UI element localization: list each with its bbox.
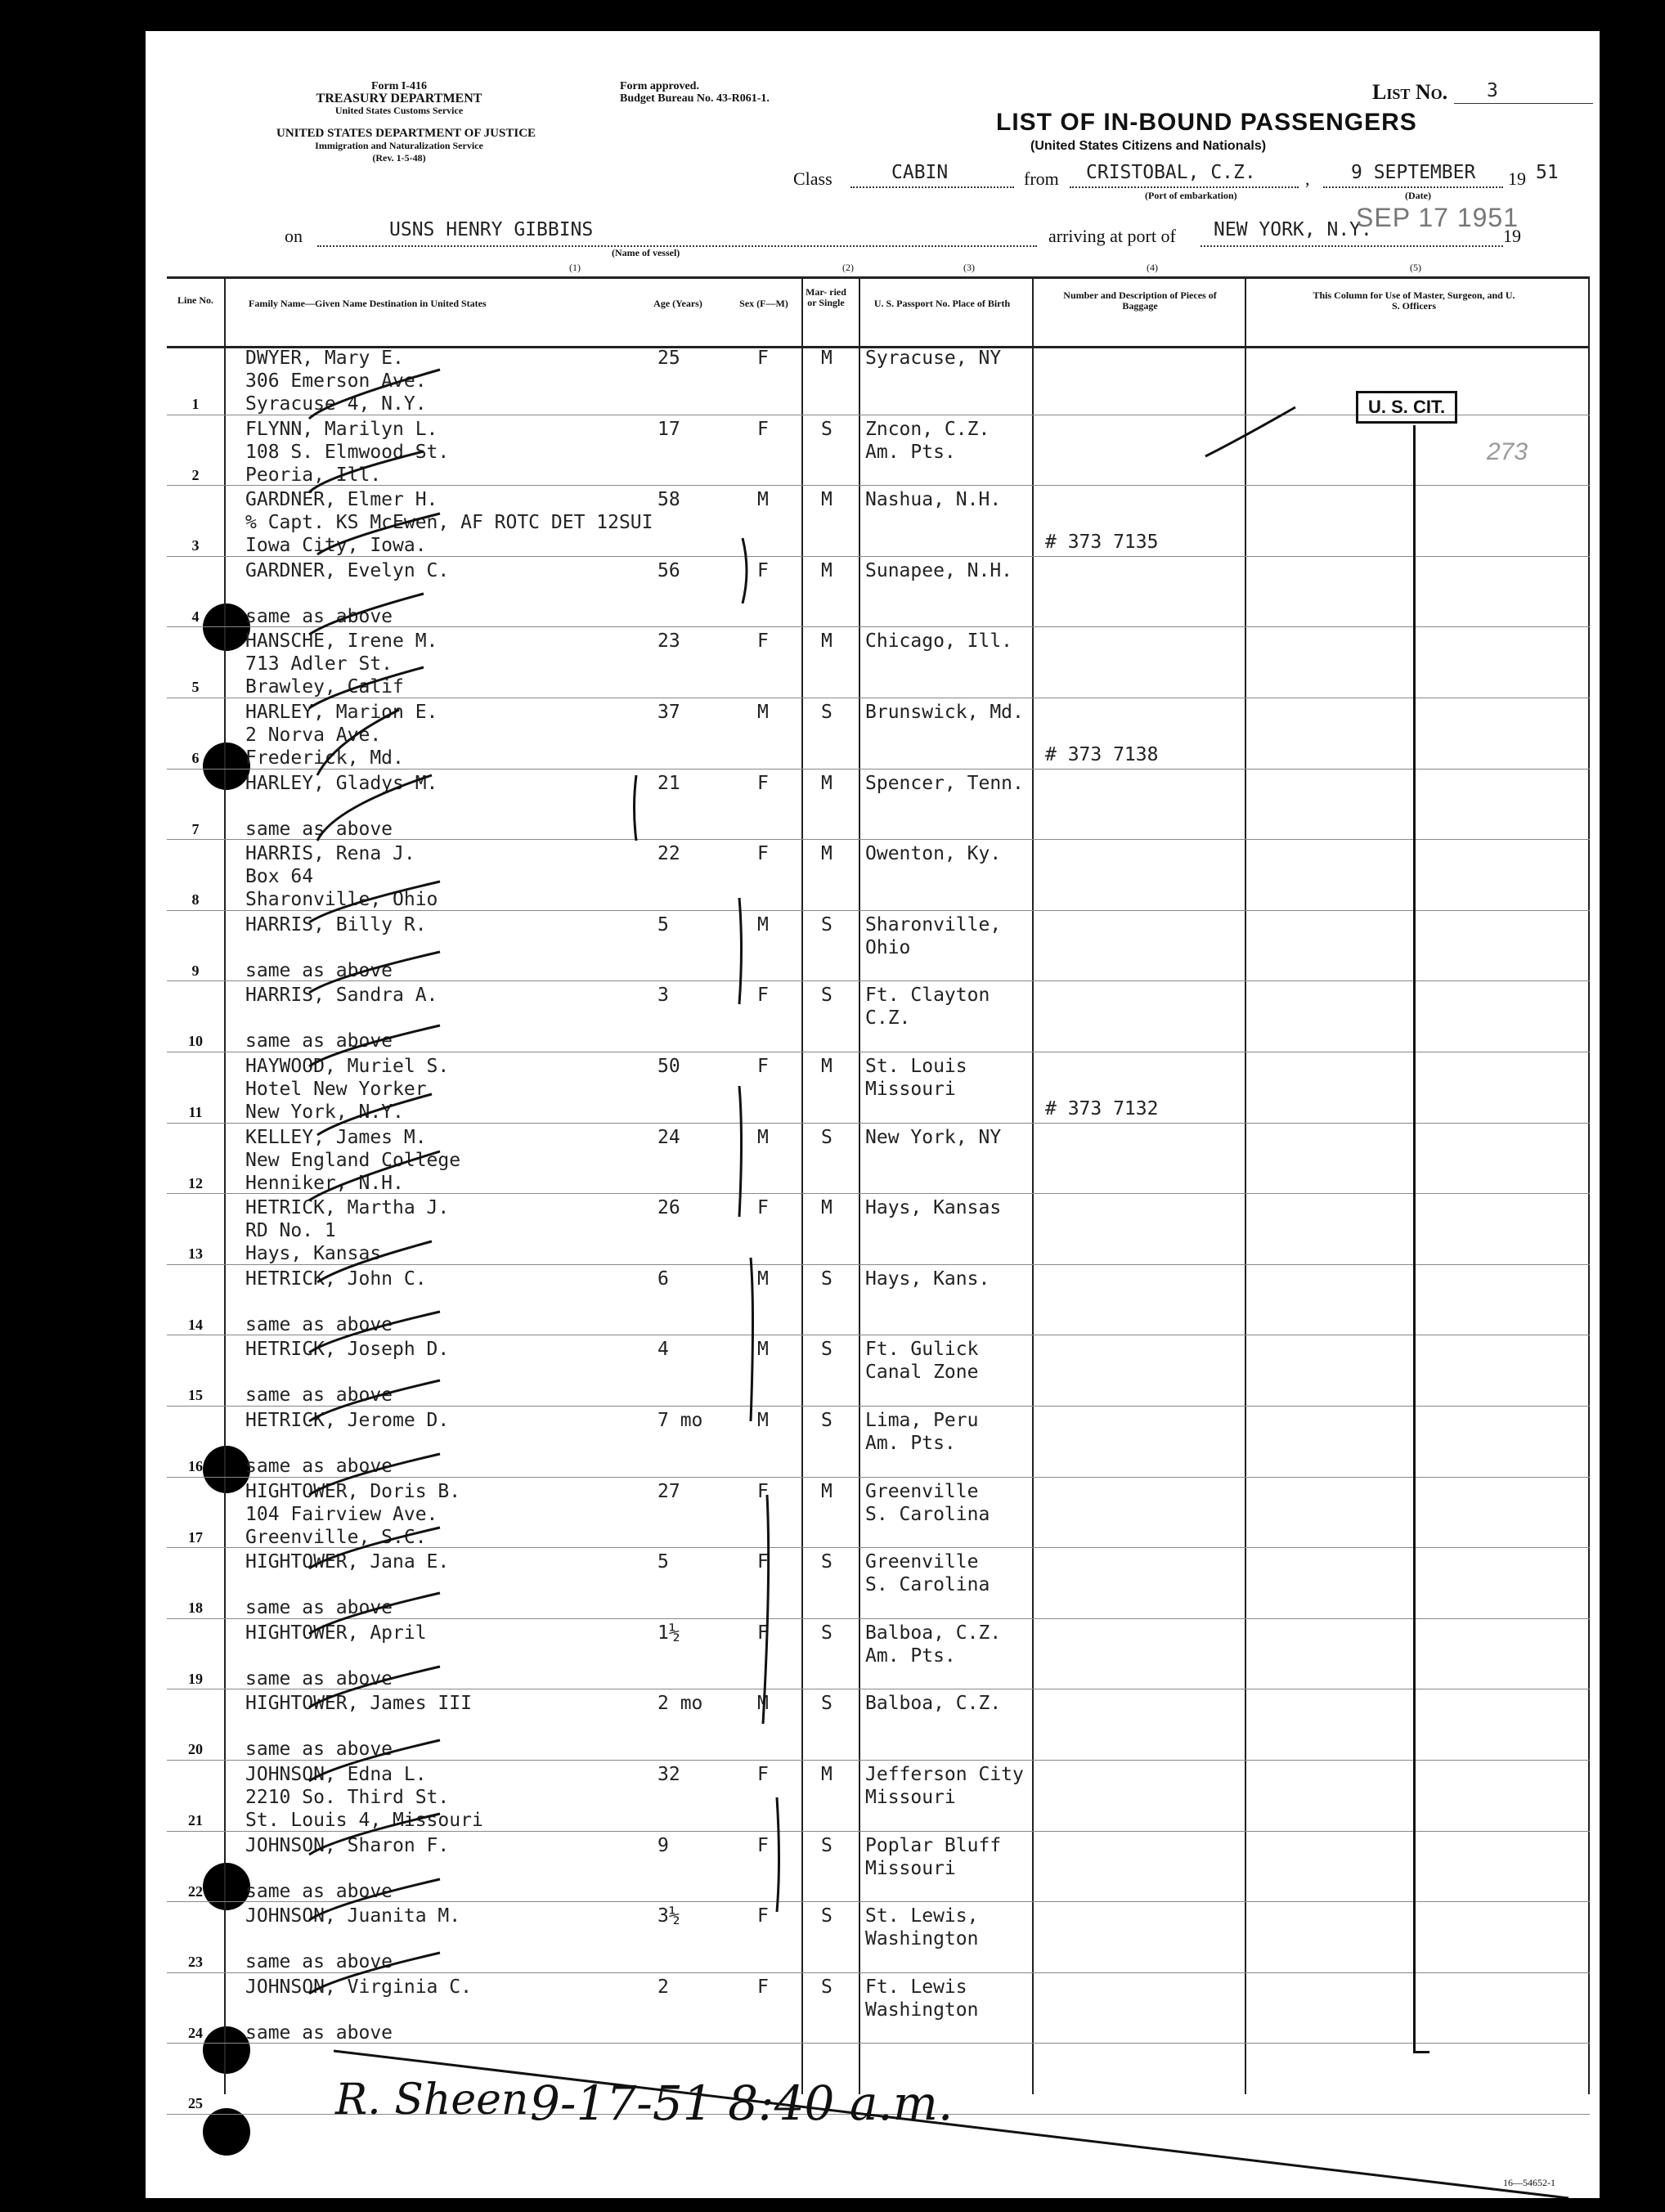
name-line: Henniker, N.H.	[245, 1172, 404, 1194]
place-of-birth: Lima, Peru	[865, 1410, 979, 1431]
name-line: HARRIS, Rena J.	[245, 843, 415, 865]
place-of-birth: S. Carolina	[865, 1574, 990, 1596]
name-line: HARRIS, Sandra A.	[245, 985, 438, 1007]
place-of-birth: Spencer, Tenn.	[865, 772, 1024, 794]
sex: M	[757, 1693, 769, 1715]
name-line: HETRICK, Martha J.	[245, 1197, 450, 1219]
name-line: JOHNSON, Edna L.	[245, 1764, 427, 1785]
name-line: Box 64	[245, 866, 314, 888]
col-passport: U. S. Passport No. Place of Birth	[873, 298, 1011, 309]
name-line: same as above	[245, 818, 393, 840]
margin-number: 273	[1487, 438, 1528, 465]
place-of-birth: Sharonville,	[865, 913, 1002, 936]
line-number: 17	[188, 1528, 203, 1546]
age: 26	[657, 1197, 680, 1219]
married-single: S	[821, 1268, 832, 1290]
place-of-birth: New York, NY	[865, 1126, 1002, 1148]
place-of-birth: Washington	[865, 1928, 979, 1950]
vessel-caption: (Name of vessel)	[612, 247, 680, 258]
name-line: 104 Fairview Ave.	[245, 1503, 438, 1525]
married-single: S	[821, 418, 832, 440]
name-line: 2 Norva Ave.	[245, 725, 382, 746]
place-of-birth: Am. Pts.	[865, 441, 956, 463]
col-age: Age (Years)	[653, 298, 702, 309]
place-of-birth: Ft. Lewis	[865, 1976, 967, 1998]
arriving-label: arriving at port of	[1048, 226, 1176, 246]
married-single: S	[821, 1126, 832, 1148]
place-of-birth: Am. Pts.	[865, 1433, 956, 1454]
document-subtitle: (United States Citizens and Nationals)	[1030, 139, 1267, 153]
age: 9	[657, 1834, 669, 1856]
line-number: 6	[191, 750, 200, 766]
sex: F	[757, 1905, 769, 1927]
column-number: (4)	[1147, 262, 1158, 273]
married-single: M	[821, 1056, 832, 1077]
sex: M	[757, 1268, 769, 1290]
on-label: on	[285, 226, 303, 246]
place-of-birth: Jefferson City	[865, 1764, 1024, 1785]
dept-justice-sub: Immigration and Naturalization Service	[315, 140, 483, 151]
age: 17	[657, 418, 680, 440]
line-number: 8	[191, 891, 200, 909]
age: 22	[657, 843, 680, 865]
place-of-birth: Poplar Bluff	[865, 1834, 1002, 1856]
form-approved: Form approved.	[620, 80, 699, 92]
married-single: M	[821, 772, 832, 794]
place-of-birth: Canal Zone	[865, 1362, 979, 1384]
name-line: DWYER, Mary E.	[245, 348, 404, 369]
col-married: Mar- ried or Single	[806, 286, 846, 308]
name-line: HAYWOOD, Muriel S.	[245, 1056, 450, 1077]
age: 3	[657, 985, 669, 1007]
name-line: same as above	[245, 1739, 393, 1761]
place-of-birth: Missouri	[865, 1857, 956, 1879]
line-number: 2	[191, 466, 200, 483]
place-of-birth: Hays, Kansas	[865, 1197, 1002, 1219]
dept-treasury-sub: United States Customs Service	[334, 105, 464, 116]
line-number: 21	[188, 1812, 203, 1828]
place-of-birth: Ft. Gulick	[865, 1339, 979, 1361]
line-number: 11	[188, 1104, 203, 1120]
age: 58	[657, 489, 680, 511]
place-of-birth: C.Z.	[865, 1007, 911, 1030]
age: 23	[657, 630, 680, 653]
name-line: KELLEY, James M.	[245, 1126, 427, 1148]
name-line: HIGHTOWER, Jana E.	[245, 1551, 450, 1573]
married-single: S	[821, 985, 832, 1007]
line-number: 12	[188, 1174, 203, 1191]
us-citizen-stamp: U. S. CIT.	[1356, 391, 1457, 424]
married-single: M	[821, 489, 832, 511]
sex: M	[757, 702, 769, 723]
age: 7 mo	[657, 1410, 703, 1431]
arrival-date-stamp: SEP 17 1951	[1356, 203, 1519, 232]
budget-bureau: Budget Bureau No. 43-R061-1.	[620, 92, 770, 105]
sex: F	[757, 1551, 769, 1573]
place-of-birth: Owenton, Ky.	[865, 843, 1002, 865]
line-number: 1	[191, 396, 200, 412]
sex: F	[757, 1764, 769, 1785]
name-line: same as above	[245, 605, 393, 627]
sex: M	[757, 1339, 769, 1361]
place-of-birth: Ohio	[865, 936, 911, 958]
name-line: HARLEY, Gladys M.	[245, 772, 438, 794]
place-of-birth: Brunswick, Md.	[865, 702, 1024, 723]
name-line: 2210 So. Third St.	[245, 1787, 450, 1808]
place-of-birth: Hays, Kans.	[865, 1268, 990, 1290]
married-single: S	[821, 1551, 832, 1573]
name-line: HETRICK, John C.	[245, 1268, 427, 1290]
line-number: 14	[188, 1316, 203, 1333]
line-number: 10	[188, 1033, 203, 1050]
place-of-birth: Sunapee, N.H.	[865, 559, 1013, 581]
age: 50	[657, 1056, 680, 1077]
age: 32	[657, 1764, 680, 1785]
embarkation-year: 51	[1536, 162, 1559, 183]
married-single: M	[821, 559, 832, 581]
class-value: CABIN	[891, 162, 949, 183]
age: 24	[657, 1126, 680, 1148]
age: 25	[657, 348, 680, 369]
baggage: # 373 7138	[1045, 744, 1159, 765]
name-line: Greenville, S.C.	[245, 1526, 427, 1548]
name-line: Frederick, Md.	[245, 747, 404, 769]
place-of-birth: Balboa, C.Z.	[865, 1622, 1002, 1644]
age: 21	[657, 772, 680, 794]
check-marks	[146, 31, 1600, 2198]
name-line: Iowa City, Iowa.	[245, 535, 427, 557]
col-line-no: Line No.	[177, 294, 213, 306]
place-of-birth: S. Carolina	[865, 1503, 990, 1525]
line-number: 15	[188, 1387, 203, 1404]
date-caption: (Date)	[1405, 190, 1431, 201]
name-line: New York, N.Y.	[245, 1102, 404, 1123]
dept-justice: UNITED STATES DEPARTMENT OF JUSTICE	[276, 127, 536, 140]
sex: M	[757, 1410, 769, 1431]
sex: F	[757, 985, 769, 1007]
name-line: HIGHTOWER, Doris B.	[245, 1480, 461, 1502]
arrival-port: NEW YORK, N.Y.	[1214, 219, 1372, 240]
column-number: (2)	[842, 262, 854, 273]
place-of-birth: Syracuse, NY	[865, 348, 1002, 369]
line-number: 4	[191, 608, 200, 625]
list-no-value: 3	[1487, 80, 1498, 101]
sex: F	[757, 772, 769, 794]
from-label: from	[1024, 168, 1059, 189]
line-number: 25	[188, 2095, 203, 2112]
married-single: M	[821, 843, 832, 865]
port-caption: (Port of embarkation)	[1145, 190, 1237, 201]
sex: M	[757, 1126, 769, 1148]
name-line: HIGHTOWER, April	[245, 1622, 427, 1644]
age: 5	[657, 1551, 669, 1573]
name-line: FLYNN, Marilyn L.	[245, 418, 438, 440]
line-number: 16	[188, 1458, 203, 1474]
married-single: S	[821, 1622, 832, 1644]
age: 2	[657, 1976, 669, 1998]
col-officers: This Column for Use of Master, Surgeon, and U. S. Officers	[1313, 289, 1515, 312]
passenger-manifest-page	[146, 31, 1600, 2198]
name-line: same as above	[245, 1667, 393, 1689]
name-line: same as above	[245, 959, 393, 981]
married-single: M	[821, 348, 832, 369]
age: 6	[657, 1268, 669, 1290]
name-line: 306 Emerson Ave.	[245, 370, 427, 392]
baggage: # 373 7132	[1045, 1098, 1159, 1119]
place-of-birth: Greenville	[865, 1480, 979, 1502]
name-line: RD No. 1	[245, 1220, 336, 1242]
name-line: GARDNER, Elmer H.	[245, 489, 438, 511]
name-line: Syracuse 4, N.Y.	[245, 393, 427, 415]
name-line: same as above	[245, 1597, 393, 1619]
sex: F	[757, 843, 769, 865]
place-of-birth: Ft. Clayton	[865, 985, 990, 1007]
name-line: HARRIS, Billy R.	[245, 913, 427, 936]
place-of-birth: Balboa, C.Z.	[865, 1693, 1002, 1715]
col-name: Family Name—Given Name Destination in United States	[249, 298, 487, 309]
document-title: LIST OF IN-BOUND PASSENGERS	[996, 109, 1417, 136]
place-of-birth: St. Lewis,	[865, 1905, 979, 1927]
form-revision: (Rev. 1-5-48)	[372, 152, 426, 164]
line-number: 9	[191, 962, 200, 979]
line-number: 19	[188, 1670, 203, 1687]
place-of-birth: Washington	[865, 1999, 979, 2021]
married-single: S	[821, 1834, 832, 1856]
married-single: S	[821, 1976, 832, 1998]
name-line: Brawley, Calif	[245, 676, 404, 698]
place-of-birth: Nashua, N.H.	[865, 489, 1002, 511]
name-line: JOHNSON, Virginia C.	[245, 1976, 472, 1998]
sex: M	[757, 913, 769, 936]
age: 37	[657, 702, 680, 723]
name-line: same as above	[245, 1384, 393, 1407]
line-number: 7	[191, 820, 200, 837]
name-line: Sharonville, Ohio	[245, 889, 438, 911]
line-number: 18	[188, 1600, 203, 1617]
inspection-timestamp: 9-17-51 8:40 a.m.	[530, 2075, 954, 2131]
dept-treasury: TREASURY DEPARTMENT	[316, 92, 482, 105]
name-line: same as above	[245, 1880, 393, 1902]
place-of-birth: Missouri	[865, 1787, 956, 1808]
class-label: Class	[793, 168, 832, 189]
form-id: Form I-416	[370, 80, 428, 92]
place-of-birth: Missouri	[865, 1079, 956, 1100]
married-single: S	[821, 1905, 832, 1927]
name-line: HETRICK, Jerome D.	[245, 1410, 450, 1431]
married-single: M	[821, 630, 832, 653]
line-number: 22	[188, 1882, 203, 1900]
name-line: same as above	[245, 1030, 393, 1052]
age: 5	[657, 913, 669, 936]
place-of-birth: St. Louis	[865, 1056, 967, 1077]
name-line: JOHNSON, Sharon F.	[245, 1834, 450, 1856]
age: 56	[657, 559, 680, 581]
footer-code: 16—54652-1	[1503, 2177, 1555, 2188]
married-single: M	[821, 1197, 832, 1219]
age: 2 mo	[657, 1693, 703, 1715]
column-number: (5)	[1410, 262, 1421, 273]
sex: F	[757, 418, 769, 440]
name-line: same as above	[245, 1456, 393, 1477]
arrival-year-prefix: 19	[1503, 226, 1521, 246]
name-line: HETRICK, Joseph D.	[245, 1339, 450, 1361]
sex: F	[757, 630, 769, 653]
name-line: Hays, Kansas	[245, 1243, 382, 1265]
line-number: 24	[188, 2024, 203, 2041]
sex: F	[757, 1622, 769, 1644]
sex: F	[757, 1197, 769, 1219]
sex: F	[757, 559, 769, 581]
name-line: % Capt. KS McEwen, AF ROTC DET 12SUI	[245, 512, 653, 534]
married-single: S	[821, 1410, 832, 1431]
age: 4	[657, 1339, 669, 1361]
place-of-birth: Zncon, C.Z.	[865, 418, 990, 440]
married-single: S	[821, 702, 832, 723]
line-number: 23	[188, 1954, 203, 1971]
column-number: (3)	[963, 262, 975, 273]
name-line: same as above	[245, 1313, 393, 1335]
column-number: (1)	[569, 262, 581, 273]
name-line: New England College	[245, 1149, 461, 1171]
line-number: 5	[191, 679, 200, 696]
sex: F	[757, 348, 769, 369]
baggage: # 373 7135	[1045, 532, 1159, 554]
name-line: 713 Adler St.	[245, 653, 393, 675]
line-number: 13	[188, 1245, 203, 1263]
list-no-label: List No.	[1372, 80, 1448, 104]
name-line: same as above	[245, 2021, 393, 2044]
name-line: HANSCHE, Irene M.	[245, 630, 438, 653]
married-single: S	[821, 1693, 832, 1715]
name-line: GARDNER, Evelyn C.	[245, 559, 450, 581]
sex: F	[757, 1834, 769, 1856]
comma: ,	[1305, 168, 1310, 189]
name-line: HARLEY, Marion E.	[245, 702, 438, 723]
port-of-embarkation: CRISTOBAL, C.Z.	[1086, 162, 1256, 183]
name-line: JOHNSON, Juanita M.	[245, 1905, 461, 1927]
sex: F	[757, 1056, 769, 1077]
age: 27	[657, 1480, 680, 1502]
vessel-name: USNS HENRY GIBBINS	[389, 219, 594, 240]
line-number: 3	[191, 537, 200, 554]
sex: F	[757, 1976, 769, 1998]
embarkation-date: 9 SEPTEMBER	[1351, 162, 1476, 183]
married-single: M	[821, 1764, 832, 1785]
place-of-birth: Chicago, Ill.	[865, 630, 1013, 653]
name-line: same as above	[245, 1951, 393, 1973]
sex: M	[757, 489, 769, 511]
name-line: 108 S. Elmwood St.	[245, 441, 450, 463]
place-of-birth: Am. Pts.	[865, 1644, 956, 1667]
col-sex: Sex (F—M)	[739, 298, 788, 309]
age: 1½	[657, 1622, 680, 1644]
line-number: 20	[188, 1741, 203, 1758]
married-single: S	[821, 913, 832, 936]
name-line: Peoria, Ill.	[245, 464, 382, 486]
name-line: HIGHTOWER, James III	[245, 1693, 472, 1715]
year-prefix: 19	[1508, 168, 1526, 189]
age: 3½	[657, 1905, 680, 1927]
name-line: Hotel New Yorker	[245, 1079, 427, 1100]
place-of-birth: Greenville	[865, 1551, 979, 1573]
inspector-signature: R. Sheen	[335, 2075, 529, 2125]
col-baggage: Number and Description of Pieces of Baggage	[1063, 289, 1217, 312]
sex: F	[757, 1480, 769, 1502]
married-single: M	[821, 1480, 832, 1502]
married-single: S	[821, 1339, 832, 1361]
name-line: St. Louis 4, Missouri	[245, 1810, 483, 1831]
